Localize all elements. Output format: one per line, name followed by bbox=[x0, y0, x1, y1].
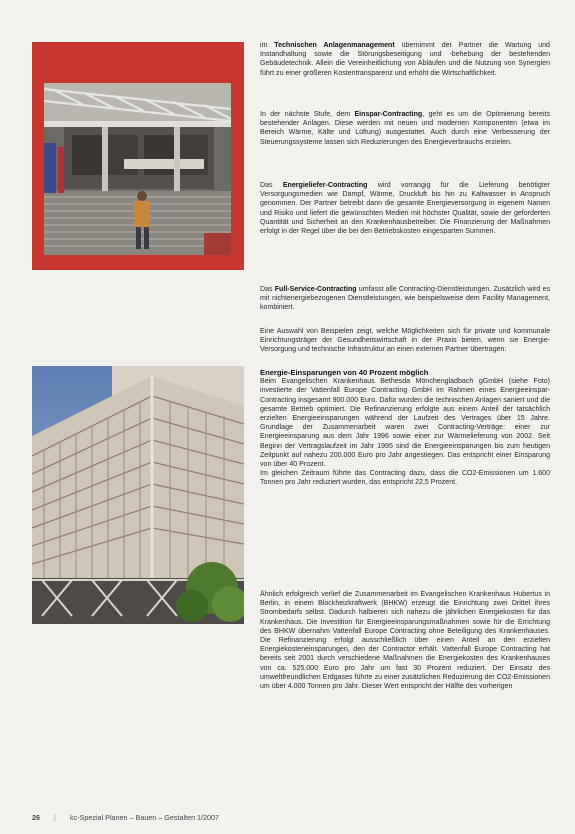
p8-text: Ähnlich erfolgreich verlief die Zusammenarbeit im Evangelischen Krankenhaus Hubertus in Berlin, in einem Blockheizkraftwerk (BHKW) erzeugt die Einrichtung zwei Drittel ihres Strombedarfs selbst. Dadurch halbieren sich nahezu die jährlichen Energiekosten für das Krankenhaus. Die Investition für Energieeinsparungsmaßnahmen sowie für die Errichtung des BHKW übernahm Vattenfall Europe Contracting ohne Beteiligung des Krankenhauses. Die Refinanzierung erfolgt ausschließlich über einen Anteil an den erzielten Energiekosteneinsparungen, den der Contractor erhält. Vattenfall Europe Contracting hat bereits seit 2001 durch verschiedene Maßnahmen die Energiekosten des Krankenhauses von ca. 525.000 Euro pro Jahr um fast 30 Prozent reduziert. Der Einsatz des umweltfreundlichen Erdgases führte zu einer zusätzlichen Reduzierung der CO2-Emissionen um über 4.000 Tonnen pro Jahr. Dieser Wert entspricht der Hälfte des vorherigen bbox=[260, 591, 550, 691]
p4-text: umfasst alle Contracting-Dienstleistungen. Zusätzlich wird es mit nichtenergiebezogenen Dienstleistungen, wie beispielsweise dem Facility Management, kombiniert. bbox=[260, 286, 550, 312]
p4-lead: Das bbox=[260, 286, 275, 293]
paragraph-technical-management bbox=[260, 41, 550, 78]
paragraph-hubertus bbox=[260, 590, 550, 691]
section-heading: Energie-Einsparungen von 40 Prozent möglich bbox=[260, 368, 429, 377]
p3-bold-term: Energieliefer-Contracting bbox=[282, 182, 368, 189]
section-bethesda bbox=[260, 368, 550, 488]
photo-frame-red bbox=[32, 42, 244, 270]
p6-text: Beim Evangelischen Krankenhaus Bethesda Mönchengladbach gGmbH (siehe Foto) investierte der Vattenfall Europe Contracting GmbH im Rahmen eines Energieeinspar-Contracting insgesamt 900.000 Euro. Dafür wurden die technischen Anlagen saniert und die gesamte Betrieb optimiert. Die Refinanzierung erfolgte aus einem Anteil der tatsächlich erzielten Energieeinsparungen während der Laufzeit des Vertrages über 15 Jahre. Grundlage der Zusammenarbeit waren zwei Contracting-Verträge: einer zur Energieeinsparung aus dem Jahr 1996 sowie einer zur Wärmelieferung von 2002. Seit Beginn der Vertragslaufzeit im Jahr 1995 sind die Energieeinsparungen bis zum heutigen Zeitpunkt auf nahezu 200.000 Euro pro Jahr angestiegen. Das entspricht einer Einsparung von über 40 Prozent. bbox=[260, 378, 550, 469]
p5-text: Eine Auswahl von Beispielen zeigt, welche Möglichkeiten sich für private und kommunale Einrichtungsträger der Gesundheitswirtschaft in der Praxis bieten, wenn sie Energie-Versorgung und technische Infrastruktur an einen externen Partner übertragen: bbox=[260, 328, 550, 354]
hospital-entrance-photo bbox=[44, 83, 231, 255]
p1-bold-term: Technischen Anlagenmanagement bbox=[274, 42, 395, 49]
p2-text: , geht es um die Optimierung bereits bestehender Anlagen. Diese werden mit neuen und modernen Komponenten (etwa im Bereich Wärme, Kälte und Lüftung) ausgestattet. Auch durch eine Verbesserung der Steuerungssysteme lassen sich Reduzierungen des Energieverbrauchs erzielen. bbox=[260, 111, 550, 146]
p2-bold-term: Einspar-Contracting bbox=[354, 111, 423, 118]
p1-lead: im bbox=[260, 42, 275, 49]
paragraph-examples-intro bbox=[260, 327, 550, 355]
p2-lead: In der nächste Stufe, dem bbox=[260, 111, 355, 118]
p3-text: wird vorrangig für die Lieferung benötigter Versorgungsmedien wie Dampf, Wärme, Druckluft bis hin zu Kaltwasser in Anspruch genommen. Der Partner betreibt dann die gesamte Energieversorgung in eigenem Namen und Risiko und liefert die gewünschten Medien mit höchster Qualität, sowie der geforderten Quantität und Sicherheit an den Krankenhausbetreiber. Die Finanzierung der Maßnahmen erfolgt in der Regel über die bei den Betriebskosten eingesparten Summen. bbox=[260, 182, 550, 236]
paragraph-full-service-contracting bbox=[260, 285, 550, 313]
p3-lead: Das bbox=[260, 182, 283, 189]
hospital-building-photo bbox=[32, 366, 244, 624]
publication-title: kc-Spezial Planen – Bauen – Gestalten 1/2007 bbox=[70, 813, 220, 822]
paragraph-energieliefer-contracting bbox=[260, 181, 550, 236]
p4-bold-term: Full-Service-Contracting bbox=[274, 286, 357, 293]
paragraph-einspar-contracting bbox=[260, 110, 550, 147]
footer-separator: | bbox=[54, 813, 56, 822]
page-footer bbox=[32, 813, 432, 825]
p7-text: Im gleichen Zeitraum führte das Contracting dazu, dass die CO2-Emissionen um 1.600 Tonnen pro Jahr reduziert wurden, das entspricht 22,5 Prozent. bbox=[260, 470, 550, 487]
p1-text: übernimmt der Partner die Wartung und Instandhaltung sowie die Störungsbeseitigung und -behebung der bestehenden Gebäudetechnik. Allein die Vereinheitlichung von Abläufen und die Nutzung von Synergien führt zu einer größeren Kostentransparenz und erhöht die Wirtschaftlichkeit. bbox=[260, 42, 550, 77]
page-number: 26 bbox=[32, 813, 40, 822]
